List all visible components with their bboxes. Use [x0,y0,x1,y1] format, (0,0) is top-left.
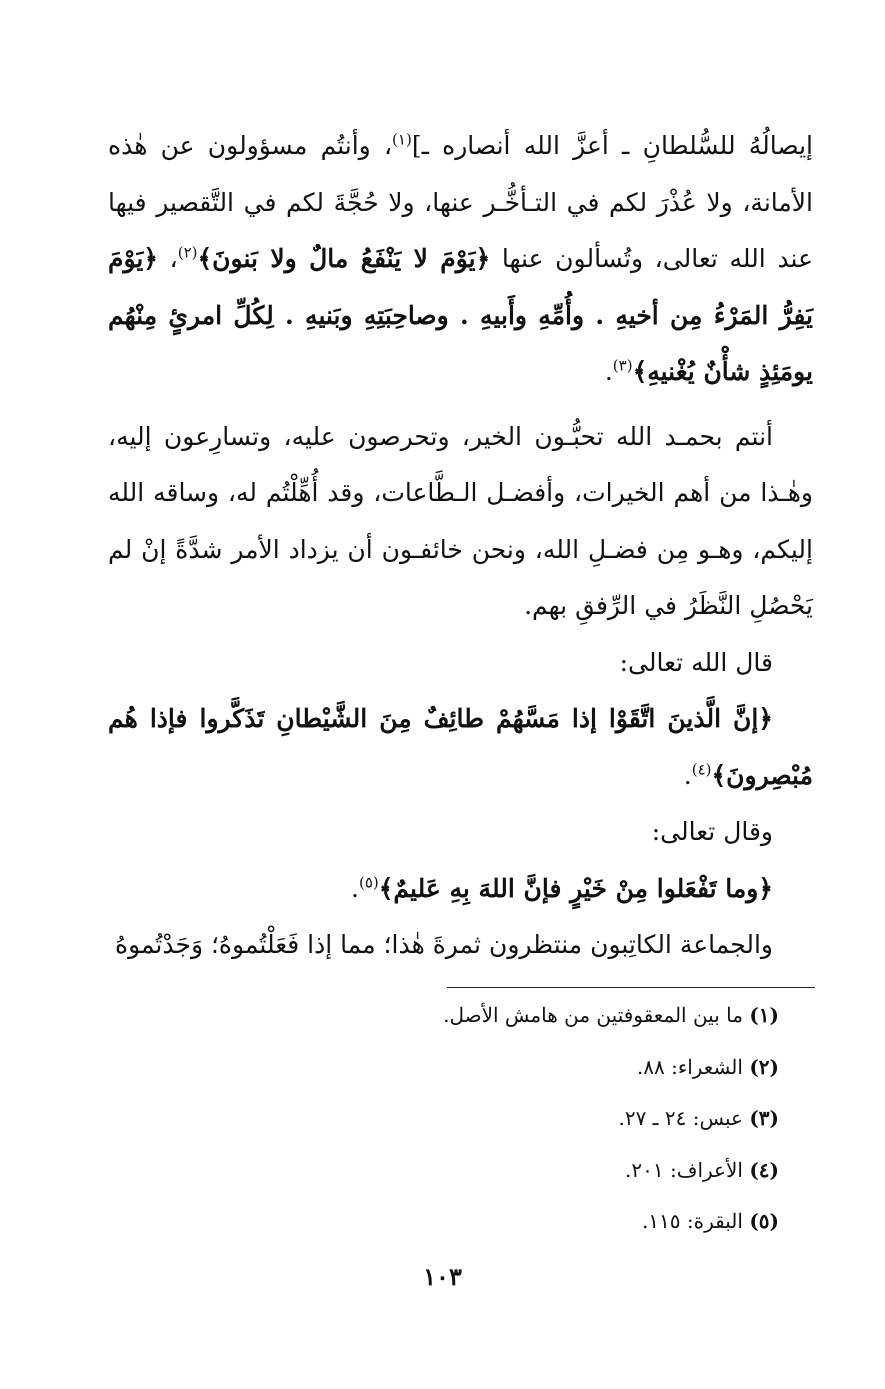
footnote-text: ما بين المعقوفتين من هامش الأصل. [443,1003,743,1027]
footnote-ref[interactable]: (١) [392,130,412,149]
quran-verse: ﴿يَوْمَ لا يَنْفَعُ مالٌ ولا بَنونَ﴾ [197,244,491,273]
main-text [108,118,813,974]
footnote-ref[interactable]: (٣) [612,356,633,375]
footnote-text: عبس: ٢٤ ـ ٢٧. [618,1106,743,1130]
footnote-divider [447,987,815,988]
paragraph-7: والجماعة الكاتِبون منتظرون ثمرةَ هٰذا؛ مما إذا فَعَلْتُموهُ؛ وَجَدْتُموهُ [114,930,773,959]
paragraph-2: أنتم بحمـد الله تحبُّـون الخير، وتحرصون عليه، وتسارِعون إليه، وهٰـذا من أهم الخيرات، وأفضـل الـطَّاعات، وقد أُهِّلْتُم له، وساقه الله إليكم، وهـو مِن فضـلِ الله، ونحن خائفـون أن يزداد الأمر شدَّةً إنْ لم يَحْصُلِ النَّظَرُ في الرِّفقِ بهم. [108,421,813,620]
paragraph-4 [108,691,813,804]
page-number: ١٠٣ [423,1262,462,1291]
footnote-4 [108,1148,779,1200]
footnote-number: (٢) [749,1054,779,1079]
footnote-5 [108,1199,779,1251]
quran-verse: ﴿إنَّ الَّذينَ اتَّقَوْا إذا مَسَّهُمْ طائِفٌ مِنَ الشَّيْطانِ تَذَكَّروا فإذا هُم مُبْصِرونَ﴾ [108,704,813,790]
footnote-number: (٣) [749,1106,779,1130]
footnote-2 [108,1045,779,1097]
footnote-ref[interactable]: (٥) [358,873,379,892]
footnote-number: (٤) [749,1157,779,1182]
text-run: ، وأنتُم مسؤولون عن هٰذه الأمانة، ولا عُذْرَ لكم في التـأخُّـر عنها، ولا حُجَّةَ لكم في التَّقصير فيها عند الله تعالى، وتُسألون عنها [108,131,813,273]
footnote-text: الأعراف: ٢٠١. [625,1157,743,1182]
footnote-text: الشعراء: ٨٨. [636,1054,743,1079]
text-run: . [351,873,359,903]
quran-verse: ﴿وما تَفْعَلوا مِنْ خَيْرٍ فإنَّ اللهَ بِهِ عَليمٌ﴾ [378,873,773,903]
footnote-text: البقرة: ١١٥. [641,1209,743,1233]
text-run: ، [158,244,178,273]
text-run: . [604,357,613,386]
text-run: . [683,760,692,790]
footnote-3 [108,1096,779,1148]
paragraph-1 [108,118,813,401]
footnote-1 [108,993,779,1045]
footnote-number: (٥) [749,1209,779,1233]
footnote-ref[interactable]: (٤) [691,760,712,779]
footnote-ref[interactable]: (٢) [177,243,198,262]
paragraph-6 [108,861,813,918]
quran-verse: ﴿يَوْمَ يَفِرُّ المَرْءُ مِن أخيهِ . وأُمِّهِ وأَبيهِ . وصاحِبَتِهِ وبَنيهِ . لِكُلِّ امرئٍ مِنْهُم يومَئِذٍ شأْنٌ يُغْنيهِ﴾ [108,244,813,386]
paragraph-3: قال الله تعالى: [619,647,773,677]
text-run: إيصالُهُ للسُّلطانِ ـ أعزَّ الله أنصاره ـ] [411,131,813,160]
footnotes [108,993,779,1251]
footnote-number: (١) [749,1003,779,1027]
paragraph-5: وقال تعالى: [651,817,773,846]
